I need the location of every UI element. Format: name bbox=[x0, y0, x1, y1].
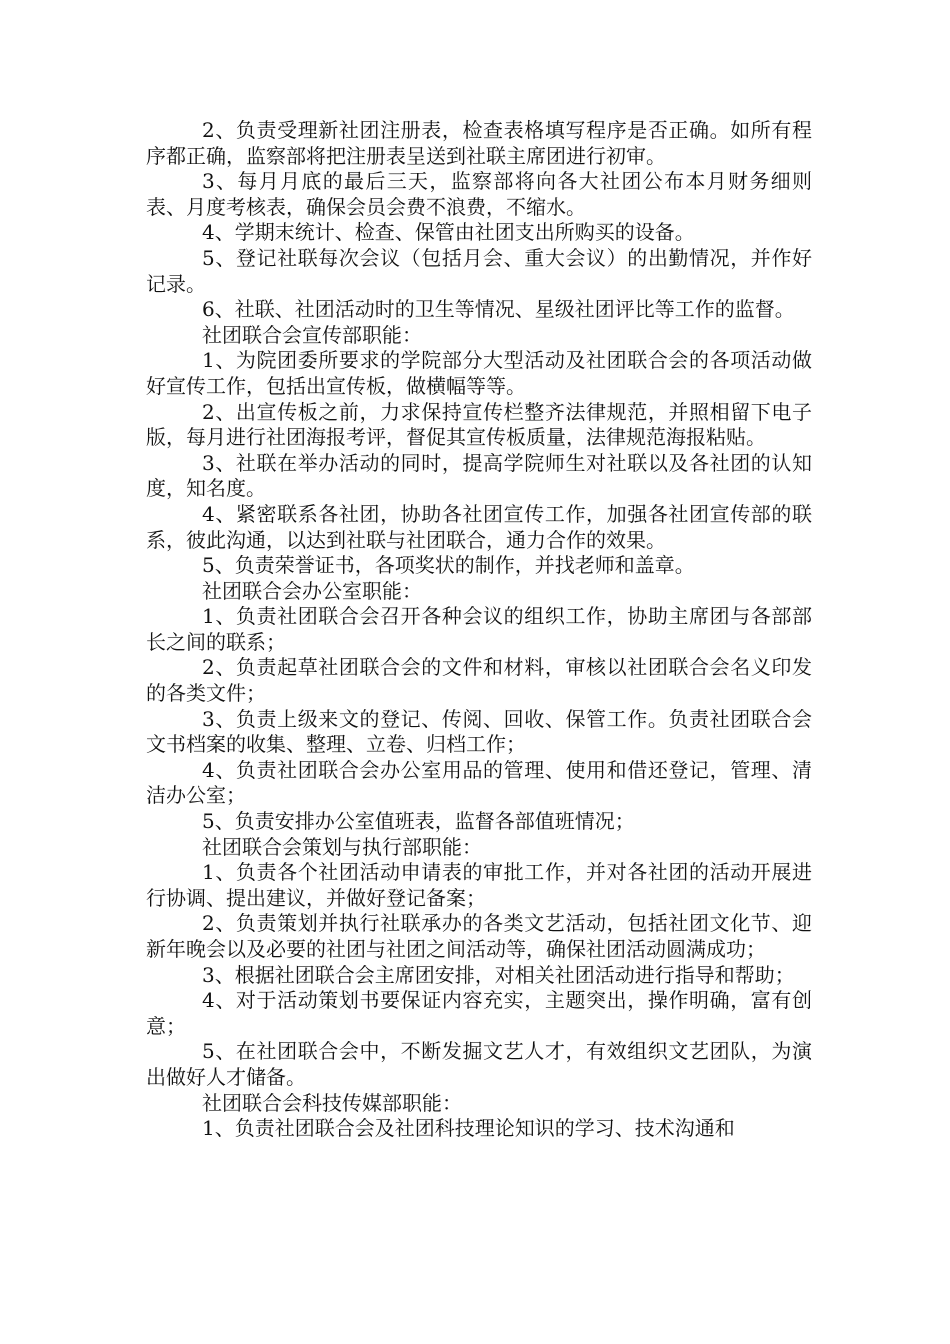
paragraph-planning-4: 4、对于活动策划书要保证内容充实，主题突出，操作明确，富有创意； bbox=[146, 988, 812, 1038]
paragraph-office-1: 1、负责社团联合会召开各种会议的组织工作，协助主席团与各部部长之间的联系； bbox=[146, 604, 812, 654]
paragraph-publicity-5: 5、负责荣誉证书，各项奖状的制作，并找老师和盖章。 bbox=[202, 553, 695, 578]
paragraph-supervision-4: 4、学期末统计、检查、保管由社团支出所购买的设备。 bbox=[202, 220, 695, 245]
paragraph-planning-3: 3、根据社团联合会主席团安排，对相关社团活动进行指导和帮助； bbox=[202, 962, 795, 987]
paragraph-planning-5: 5、在社团联合会中，不断发掘文艺人才，有效组织文艺团队，为演出做好人才储备。 bbox=[146, 1039, 812, 1089]
paragraph-publicity-4: 4、紧密联系各社团，协助各社团宣传工作，加强各社团宣传部的联系，彼此沟通，以达到社联与社团联合，通力合作的效果。 bbox=[146, 501, 812, 552]
paragraph-office-2: 2、负责起草社团联合会的文件和材料，审核以社团联合会名义印发的各类文件； bbox=[146, 655, 812, 706]
paragraph-publicity-3: 3、社联在举办活动的同时，提高学院师生对社联以及各社团的认知度，知名度。 bbox=[146, 450, 812, 501]
paragraph-office-4: 4、负责社团联合会办公室用品的管理、使用和借还登记，管理、清洁办公室； bbox=[146, 757, 812, 808]
section-heading-publicity: 社团联合会宣传部职能： bbox=[202, 322, 422, 347]
paragraph-publicity-1: 1、为院团委所要求的学院部分大型活动及社团联合会的各项活动做好宣传工作，包括出宣传板，做横幅等等。 bbox=[146, 348, 812, 398]
paragraph-supervision-2: 2、负责受理新社团注册表，检查表格填写程序是否正确。如所有程序都正确，监察部将把注册表呈送到社联主席团进行初审。 bbox=[146, 118, 812, 168]
section-heading-tech-media: 社团联合会科技传媒部职能： bbox=[202, 1090, 462, 1115]
paragraph-planning-1: 1、负责各个社团活动申请表的审批工作，并对各社团的活动开展进行协调、提出建议，并做好登记备案； bbox=[146, 860, 812, 910]
paragraph-publicity-2: 2、出宣传板之前，力求保持宣传栏整齐法律规范，并照相留下电子版，每月进行社团海报考评，督促其宣传板质量，法律规范海报粘贴。 bbox=[146, 399, 812, 450]
section-heading-office: 社团联合会办公室职能： bbox=[202, 578, 422, 603]
paragraph-tech-media-1: 1、负责社团联合会及社团科技理论知识的学习、技术沟通和 bbox=[202, 1116, 735, 1141]
paragraph-planning-2: 2、负责策划并执行社联承办的各类文艺活动，包括社团文化节、迎新年晚会以及必要的社团与社团之间活动等，确保社团活动圆满成功； bbox=[146, 911, 812, 961]
paragraph-office-5: 5、负责安排办公室值班表，监督各部值班情况； bbox=[202, 809, 635, 834]
section-heading-planning: 社团联合会策划与执行部职能： bbox=[202, 834, 482, 859]
paragraph-supervision-3: 3、每月月底的最后三天，监察部将向各大社团公布本月财务细则表、月度考核表，确保会员会费不浪费，不缩水。 bbox=[146, 169, 812, 219]
paragraph-supervision-6: 6、社联、社团活动时的卫生等情况、星级社团评比等工作的监督。 bbox=[202, 297, 795, 322]
paragraph-supervision-5: 5、登记社联每次会议（包括月会、重大会议）的出勤情况，并作好记录。 bbox=[146, 245, 812, 296]
document-body bbox=[146, 118, 812, 1142]
paragraph-office-3: 3、负责上级来文的登记、传阅、回收、保管工作。负责社团联合会文书档案的收集、整理、立卷、归档工作； bbox=[146, 706, 812, 757]
